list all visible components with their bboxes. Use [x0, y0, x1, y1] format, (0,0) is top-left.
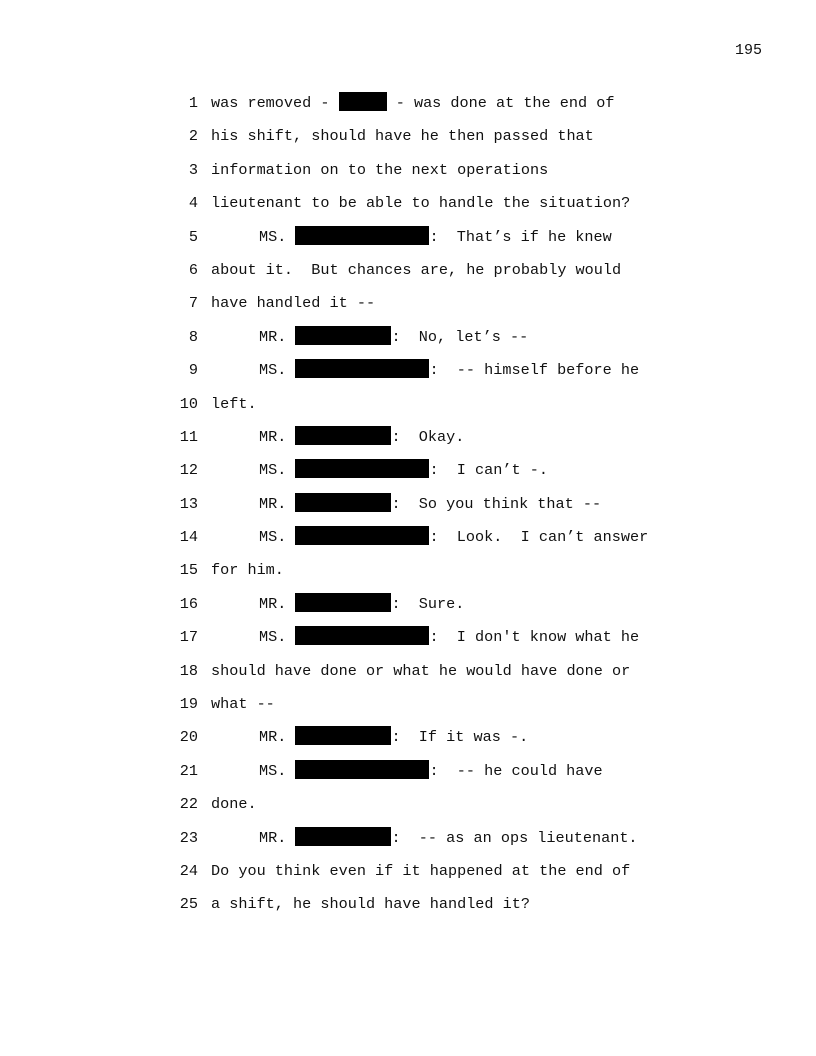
text-segment: : I don't know what he [429, 628, 640, 647]
redaction-bar [295, 593, 391, 612]
text-segment: lieutenant to be able to handle the situation? [211, 194, 631, 213]
line-text [211, 693, 275, 715]
line-number: 8 [188, 327, 198, 346]
redaction-bar [295, 726, 391, 745]
transcript-line [0, 526, 816, 559]
transcript-line [0, 793, 816, 826]
line-text [259, 459, 548, 481]
text-segment: : That’s if he knew [429, 227, 612, 246]
redaction-bar [295, 626, 429, 645]
speaker-label: MS. [259, 528, 296, 547]
transcript-line [0, 893, 816, 926]
redaction-bar [295, 326, 391, 345]
transcript-line [0, 726, 816, 759]
line-number: 21 [179, 761, 198, 780]
line-text [259, 226, 612, 248]
text-segment: done. [211, 795, 257, 814]
transcript-line [0, 760, 816, 793]
line-number: 6 [188, 260, 198, 279]
speaker-label: MR. [259, 494, 296, 513]
transcript-line [0, 393, 816, 426]
speaker-label: MR. [259, 728, 296, 747]
text-segment: : Okay. [391, 427, 465, 446]
transcript-line [0, 159, 816, 192]
line-text [211, 192, 630, 214]
transcript-line [0, 226, 816, 259]
transcript-body [0, 92, 816, 927]
line-text [211, 893, 530, 915]
redaction-bar [295, 226, 429, 245]
transcript-line [0, 359, 816, 392]
line-text [259, 426, 464, 448]
transcript-line [0, 693, 816, 726]
line-text [259, 526, 648, 548]
line-text [211, 660, 630, 682]
redaction-bar [295, 526, 429, 545]
line-number: 1 [188, 94, 198, 112]
line-number: 10 [179, 394, 198, 413]
line-number: 25 [179, 895, 198, 914]
transcript-line [0, 192, 816, 225]
transcript-line [0, 860, 816, 893]
line-number: 22 [179, 795, 198, 814]
redaction-bar [295, 493, 391, 512]
transcript-line [0, 292, 816, 325]
line-number: 4 [188, 194, 198, 213]
text-segment: for him. [211, 561, 284, 580]
line-text [259, 359, 639, 381]
text-segment: a shift, he should have handled it? [211, 895, 530, 914]
line-number: 11 [179, 427, 198, 446]
text-segment: : No, let’s -- [391, 327, 529, 346]
speaker-label: MS. [259, 227, 296, 246]
line-text [259, 827, 638, 849]
text-segment: : I can’t -. [429, 461, 548, 480]
line-number: 12 [179, 461, 198, 480]
transcript-line [0, 125, 816, 158]
line-text [211, 159, 548, 181]
page-number: 195 [734, 42, 762, 59]
transcript-line [0, 92, 816, 125]
line-text [211, 259, 621, 281]
text-segment: : -- as an ops lieutenant. [391, 828, 638, 847]
line-number: 13 [179, 494, 198, 513]
redaction-bar [295, 426, 391, 445]
line-text [211, 793, 257, 815]
line-text [259, 726, 528, 748]
line-text [259, 493, 601, 515]
text-segment: : If it was -. [391, 728, 529, 747]
text-segment: about it. But chances are, he probably would [211, 260, 622, 279]
text-segment: should have done or what he would have done or [211, 661, 631, 680]
line-number: 5 [188, 227, 198, 246]
redaction-bar [295, 359, 429, 378]
line-text [211, 125, 594, 147]
text-segment: - was done at the end of [386, 94, 615, 112]
text-segment: Do you think even if it happened at the end of [211, 861, 631, 880]
text-segment: was removed - [211, 94, 339, 112]
speaker-label: MR. [259, 828, 296, 847]
transcript-line [0, 626, 816, 659]
speaker-label: MS. [259, 761, 296, 780]
transcript-line [0, 827, 816, 860]
redaction-bar [295, 827, 391, 846]
transcript-line [0, 459, 816, 492]
line-number: 9 [188, 361, 198, 380]
text-segment: left. [211, 394, 257, 413]
redaction-bar [295, 760, 429, 779]
line-number: 3 [188, 160, 198, 179]
speaker-label: MS. [259, 628, 296, 647]
line-number: 17 [179, 628, 198, 647]
line-text [211, 393, 257, 415]
speaker-label: MR. [259, 327, 296, 346]
transcript-line [0, 493, 816, 526]
text-segment: : -- he could have [429, 761, 603, 780]
line-text [211, 92, 614, 114]
text-segment: have handled it -- [211, 294, 376, 313]
line-number: 19 [179, 695, 198, 714]
redaction-bar [339, 92, 387, 111]
text-segment: : -- himself before he [429, 361, 640, 380]
line-text [211, 292, 375, 314]
line-number: 24 [179, 861, 198, 880]
text-segment: what -- [211, 695, 275, 714]
transcript-line [0, 426, 816, 459]
line-number: 18 [179, 661, 198, 680]
speaker-label: MR. [259, 427, 296, 446]
text-segment: : Look. I can’t answer [429, 528, 649, 547]
line-text [259, 760, 603, 782]
speaker-label: MS. [259, 461, 296, 480]
line-number: 14 [179, 528, 198, 547]
speaker-label: MS. [259, 361, 296, 380]
text-segment: information on to the next operations [211, 160, 549, 179]
line-text [211, 860, 630, 882]
speaker-label: MR. [259, 594, 296, 613]
transcript-line [0, 259, 816, 292]
line-number: 23 [179, 828, 198, 847]
line-number: 2 [188, 127, 198, 146]
text-segment: his shift, should have he then passed that [211, 127, 594, 146]
line-number: 7 [188, 294, 198, 313]
transcript-line [0, 660, 816, 693]
line-text [211, 559, 284, 581]
line-number: 15 [179, 561, 198, 580]
transcript-line [0, 593, 816, 626]
line-text [259, 593, 464, 615]
text-segment: : So you think that -- [391, 494, 602, 513]
text-segment: : Sure. [391, 594, 465, 613]
line-number: 20 [179, 728, 198, 747]
line-text [259, 626, 639, 648]
transcript-line [0, 326, 816, 359]
transcript-line [0, 559, 816, 592]
line-text [259, 326, 528, 348]
line-number: 16 [179, 594, 198, 613]
redaction-bar [295, 459, 429, 478]
